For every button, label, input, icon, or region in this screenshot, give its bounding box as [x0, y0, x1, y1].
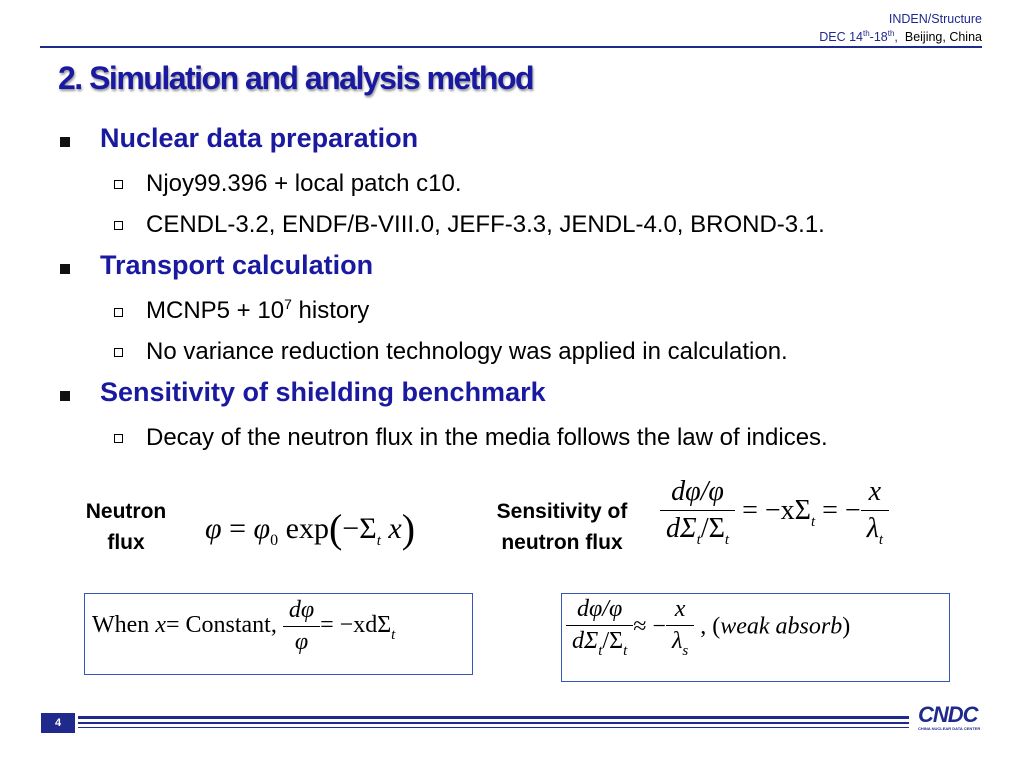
item-mcnp [146, 296, 369, 325]
phi0-sub: 0 [270, 532, 279, 549]
frac-num: dφ [283, 597, 320, 627]
equation-weak-absorb [566, 596, 850, 660]
den-sub-2: t [623, 643, 628, 659]
item-variance: No variance reduction technology was applied in calculation. [146, 338, 788, 365]
header-date-location [819, 29, 982, 44]
den-d-sigma: dΣ [666, 513, 697, 544]
phi-symbol: φ [205, 512, 222, 545]
x-var: x [380, 512, 402, 545]
eq-sign: = [221, 512, 254, 545]
frac-num: dφ/φ [660, 476, 735, 511]
lambda-sub: t [878, 532, 884, 548]
den-sub-2: t [724, 532, 730, 548]
date-sup-1: th [863, 29, 870, 38]
approx-sign: ≈ − [633, 613, 666, 640]
frac-x: x [666, 596, 694, 626]
frac-lambda [666, 626, 694, 660]
bullet-square [60, 137, 70, 147]
equation-constant-x [92, 597, 395, 656]
minus-sigma: −Σ [342, 512, 377, 545]
rhs-sub: t [391, 627, 396, 644]
label-neutron-flux-1: Neutron [85, 500, 167, 523]
eq-part-1-sub: t [810, 513, 816, 530]
footer-line [78, 716, 909, 719]
bullet-square [60, 264, 70, 274]
when-text: When [92, 612, 150, 639]
date-mid: -18 [869, 30, 888, 45]
eq-part-1: = −xΣ [735, 494, 811, 526]
lambda-sub: s [682, 643, 689, 659]
frac-den [566, 626, 633, 660]
den-sub-1: t [696, 532, 701, 548]
date-sup-2: th [887, 29, 895, 38]
page-number: 4 [41, 713, 75, 733]
eq-part-2: = − [815, 494, 861, 526]
footer-line [78, 727, 909, 728]
x-var: x [155, 612, 166, 639]
label-sensitivity [476, 496, 648, 558]
section-heading-transport: Transport calculation [100, 250, 374, 280]
frac-num: dφ/φ [566, 596, 633, 626]
sigma-t-sub: t [376, 533, 381, 549]
paren-open: ( [328, 506, 343, 551]
label-sensitivity-1: Sensitivity of [496, 500, 628, 523]
fraction-x-lambda-s [666, 596, 694, 660]
header-divider [40, 46, 982, 48]
den-sub-1: t [598, 643, 603, 659]
frac-den: φ [294, 629, 309, 655]
mcnp-prefix: MCNP5 + 10 [146, 297, 285, 324]
bullet-hollow [114, 180, 123, 189]
city: Beijing, China [904, 30, 982, 45]
frac-x: x [861, 476, 889, 511]
cndc-logo [918, 704, 990, 736]
date-sep: , [894, 30, 898, 45]
den-slash: /Σ [700, 513, 725, 544]
bullet-square [60, 391, 70, 401]
frac-lambda [861, 511, 889, 549]
bullet-hollow [114, 308, 123, 317]
constant-text: = Constant, [165, 612, 277, 639]
equation-sensitivity [660, 476, 889, 549]
phi0-symbol: φ [253, 512, 271, 545]
fraction-sensitivity [566, 596, 633, 660]
fraction-dphi-phi [283, 597, 320, 656]
item-decay: Decay of the neutron flux in the media follows the law of indices. [146, 424, 828, 451]
header-org: INDEN/Structure [888, 12, 982, 26]
date-prefix: DEC 14 [819, 30, 863, 45]
label-neutron-flux [66, 496, 186, 558]
frac-den [660, 511, 735, 549]
item-libraries: CENDL-3.2, ENDF/B-VIII.0, JEFF-3.3, JENDL-4.0, BROND-3.1. [146, 211, 825, 238]
tail-close: ) [842, 613, 851, 640]
label-sensitivity-2: neutron flux [501, 531, 623, 554]
rhs-text: = −xdΣ [320, 612, 392, 639]
section-heading-nuclear-data: Nuclear data preparation [100, 123, 419, 153]
den-slash: /Σ [602, 628, 624, 654]
bullet-hollow [114, 434, 123, 443]
equation-flux [205, 505, 415, 552]
bullet-hollow [114, 348, 123, 357]
lambda-symbol: λ [866, 513, 879, 544]
slide-title: 2. Simulation and analysis method [58, 60, 534, 96]
weak-absorb-text: weak absorb [720, 613, 843, 640]
section-heading-sensitivity: Sensitivity of shielding benchmark [100, 377, 546, 407]
paren-close: ) [401, 506, 416, 551]
fraction-x-lambda [861, 476, 889, 549]
mcnp-suffix: history [291, 297, 370, 324]
fraction-sensitivity [660, 476, 735, 549]
mcnp-sup: 7 [284, 296, 292, 312]
lambda-symbol: λ [671, 628, 683, 654]
item-njoy: Njoy99.396 + local patch c10. [146, 170, 462, 197]
label-neutron-flux-2: flux [107, 531, 145, 554]
exp-fn: exp [278, 512, 329, 545]
logo-caption: CHINA NUCLEAR DATA CENTER [918, 726, 981, 731]
footer-line [78, 722, 909, 724]
tail-open: , ( [700, 613, 721, 640]
den-d-sigma: dΣ [572, 628, 599, 654]
logo-text: CNDC [918, 702, 978, 727]
bullet-hollow [114, 221, 123, 230]
